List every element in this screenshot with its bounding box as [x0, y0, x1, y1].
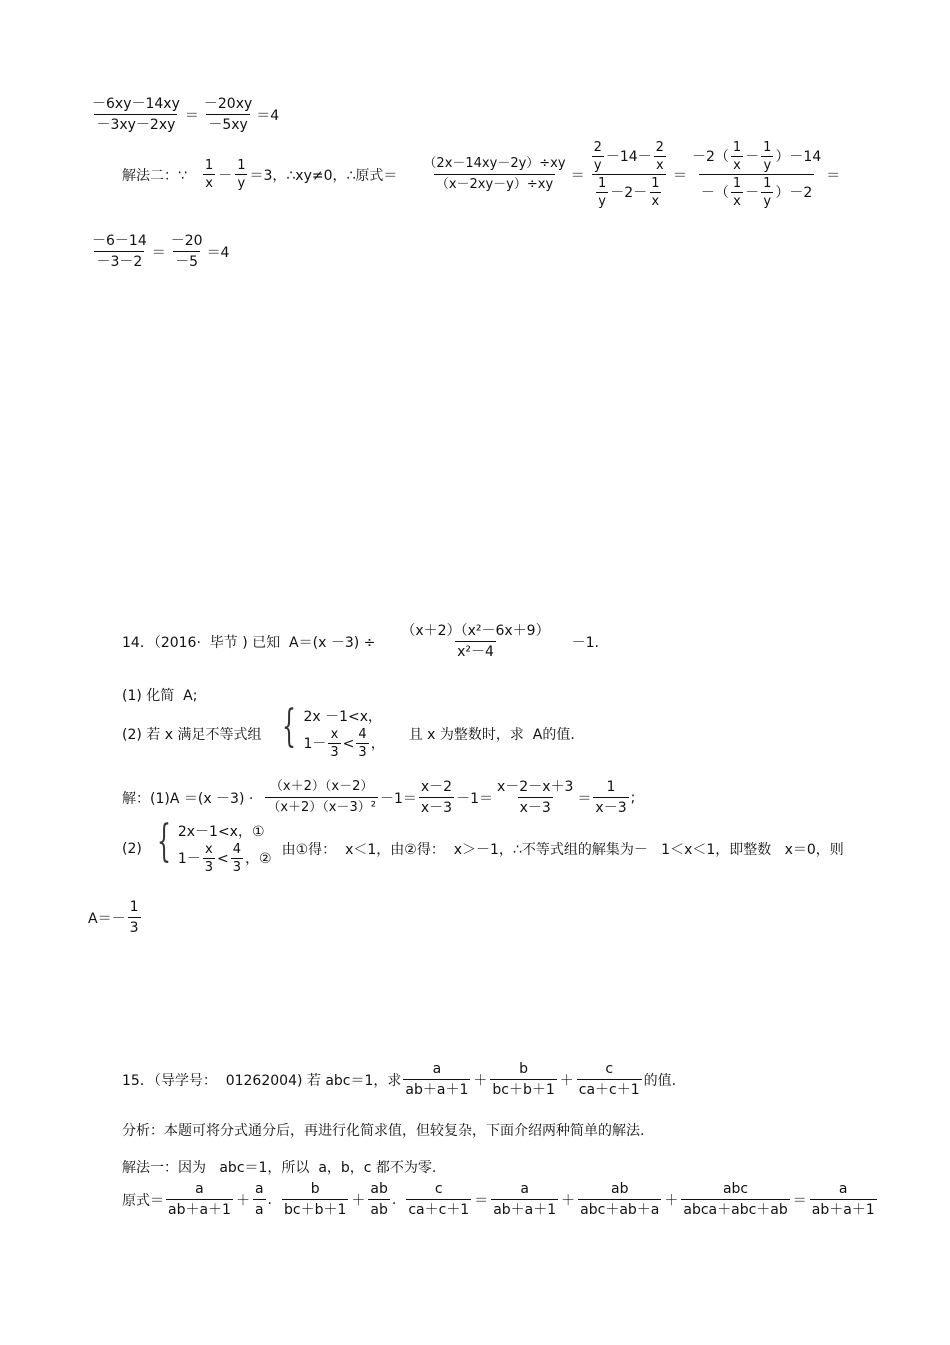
fraction: $\frac{\text{abc}}{\text{abca＋abc＋ab}}$: [683, 1181, 788, 1218]
fraction: $\frac{1}{y}$: [237, 158, 246, 191]
fraction: $\frac{-6xy-14xy}{-3xy-2xy}$: [92, 96, 180, 133]
fraction: $\frac{c}{ca+c+1}$: [578, 1061, 640, 1098]
fraction: $\frac{a}{ab+a+1}$: [168, 1181, 231, 1218]
fraction: $\frac{c}{ca+c+1}$: [408, 1181, 470, 1218]
fraction: $\frac{a}{ab+a+1}$: [811, 1181, 875, 1218]
fraction: $\frac{1}{3}$: [129, 899, 139, 936]
compound-fraction: $\frac{2}{y}$ －14－ $\frac{2}{x}$ $\frac{1}{y}$ －2－ $\frac{1}{x}$: [593, 140, 664, 209]
fraction: $\frac{1}{x}$: [204, 158, 214, 191]
fraction: $\frac{a}{ab+a+1}$: [493, 1181, 557, 1218]
fraction: $\frac{\text{（x＋2）（x²－6x＋9）}}{\text{x²－4}}$: [401, 623, 550, 660]
fraction: $\frac{-20xy}{-5xy}$: [203, 96, 253, 133]
fraction: $\frac{b}{bc+b+1}$: [492, 1061, 555, 1098]
fraction: $\frac{-6-14}{-3-2}$: [92, 233, 147, 270]
p14-stem: 14．（2016· 毕节 ) 已知 A＝(x －3) ÷ $\frac{\text{（x＋2）（x²－6x＋9）}}{\text{x²－4}}$ －1.: [122, 623, 599, 660]
fraction: $\frac{(2x-14xy-2y)\div xy}{(x-2xy-y)\div xy}$: [423, 156, 566, 192]
inequality-system: { 2x －1<x， 1－ $\frac{x}{3}$ < $\frac{4}{3}$ ，: [282, 701, 385, 760]
p14-answer: A＝－ $\frac{1}{3}$: [88, 899, 139, 936]
p15-method1: 解法一：因为 abc＝1，所以 a，b，c 都不为零.: [122, 1160, 437, 1176]
p14-q1: (1) 化简 A;: [122, 688, 198, 704]
fraction: $\frac{-20}{-5}$: [170, 233, 203, 270]
p14-sol1: 解：(1)A ＝(x －3) · $\frac{(x+2)(x-2)}{\text{（x＋2）（x－3）²}}$ －1＝ $\frac{x-2}{x-3}$ －1＝ $\frac{x-2-x+3}{x-3}$ ＝ $\frac{1}{x-3}$ ;: [122, 779, 636, 816]
fraction: $\frac{ab}{\text{abc＋ab＋a}}$: [580, 1181, 660, 1218]
p15-derivation: 原式＝ $\frac{a}{ab+a+1}$ ＋ $\frac{a}{a}$ . $\frac{b}{bc+b+1}$ ＋ $\frac{ab}{ab}$ . $\frac{c}{ca+c+1}$ ＝ $\frac{a}{ab+a+1}$ ＋ $\frac{ab}{\text{abc＋ab＋a}}$ ＋ $\frac{\text{abc}}{\text{abca＋abc＋ab}}$ ＝ $\frac{a}{ab+a+1}$: [122, 1181, 875, 1218]
p13-line1: $\frac{-6xy-14xy}{-3xy-2xy}$ ＝ $\frac{-20xy}{-5xy}$ ＝4: [92, 96, 280, 133]
p13-line2: 解法二：∵ $\frac{1}{x}$ － $\frac{1}{y}$ ＝3，∴xy≠0，∴原式＝ $\frac{(2x-14xy-2y)\div xy}{(x-2xy-y)\div xy}$ ＝ $\frac{2}{y}$ －14－ $\frac{2}{x}$ $\frac{1}{y}$ －2－ $\frac{1}{x}$ ＝ －2（ $\frac{1}{x}$ － $\frac{1}{y}$ ）－14 －（ $\frac{1}{x}$ － $\frac{1}{y}$ ）－2 ＝: [122, 140, 841, 209]
compound-fraction: －2（ $\frac{1}{x}$ － $\frac{1}{y}$ ）－14 －（ $\frac{1}{x}$ － $\frac{1}{y}$ ）－2: [691, 140, 822, 209]
fraction: $\frac{(x+2)(x-2)}{\text{（x＋2）（x－3）²}}$: [267, 779, 376, 815]
p14-q2: (2) 若 x 满足不等式组 { 2x －1<x， 1－ $\frac{x}{3}$ < $\frac{4}{3}$ ， 且 x 为整数时，求 A的值.: [122, 701, 575, 760]
fraction: $\frac{ab}{ab}$: [370, 1181, 388, 1218]
p14-sol2: (2) { 2x－1<x，① 1－ $\frac{x}{3}$ < $\frac{4}{3}$ ，② 由①得： x＜1，由②得： x＞－1，∴不等式组的解集为－ 1＜x＜1，即整数 x＝0，则: [122, 816, 844, 875]
fraction: $\frac{a}{ab+a+1}$: [405, 1061, 469, 1098]
p15-analysis: 分析：本题可将分式通分后，再进行化简求值，但较复杂，下面介绍两种简单的解法.: [122, 1123, 645, 1139]
fraction: $\frac{b}{bc+b+1}$: [284, 1181, 347, 1218]
p15-stem: 15．（导学号： 01262004) 若 abc＝1，求 $\frac{a}{ab+a+1}$ ＋ $\frac{b}{bc+b+1}$ ＋ $\frac{c}{ca+c+1}$ 的值.: [122, 1061, 677, 1098]
fraction: $\frac{1}{x-3}$: [595, 779, 627, 816]
fraction: $\frac{a}{a}$: [254, 1181, 264, 1218]
inequality-system: { 2x－1<x，① 1－ $\frac{x}{3}$ < $\frac{4}{3}$ ，②: [156, 816, 272, 875]
fraction: $\frac{x-2}{x-3}$: [420, 779, 453, 816]
fraction: $\frac{x-2-x+3}{x-3}$: [497, 779, 574, 816]
p13-line3: $\frac{-6-14}{-3-2}$ ＝ $\frac{-20}{-5}$ ＝4: [92, 233, 230, 270]
